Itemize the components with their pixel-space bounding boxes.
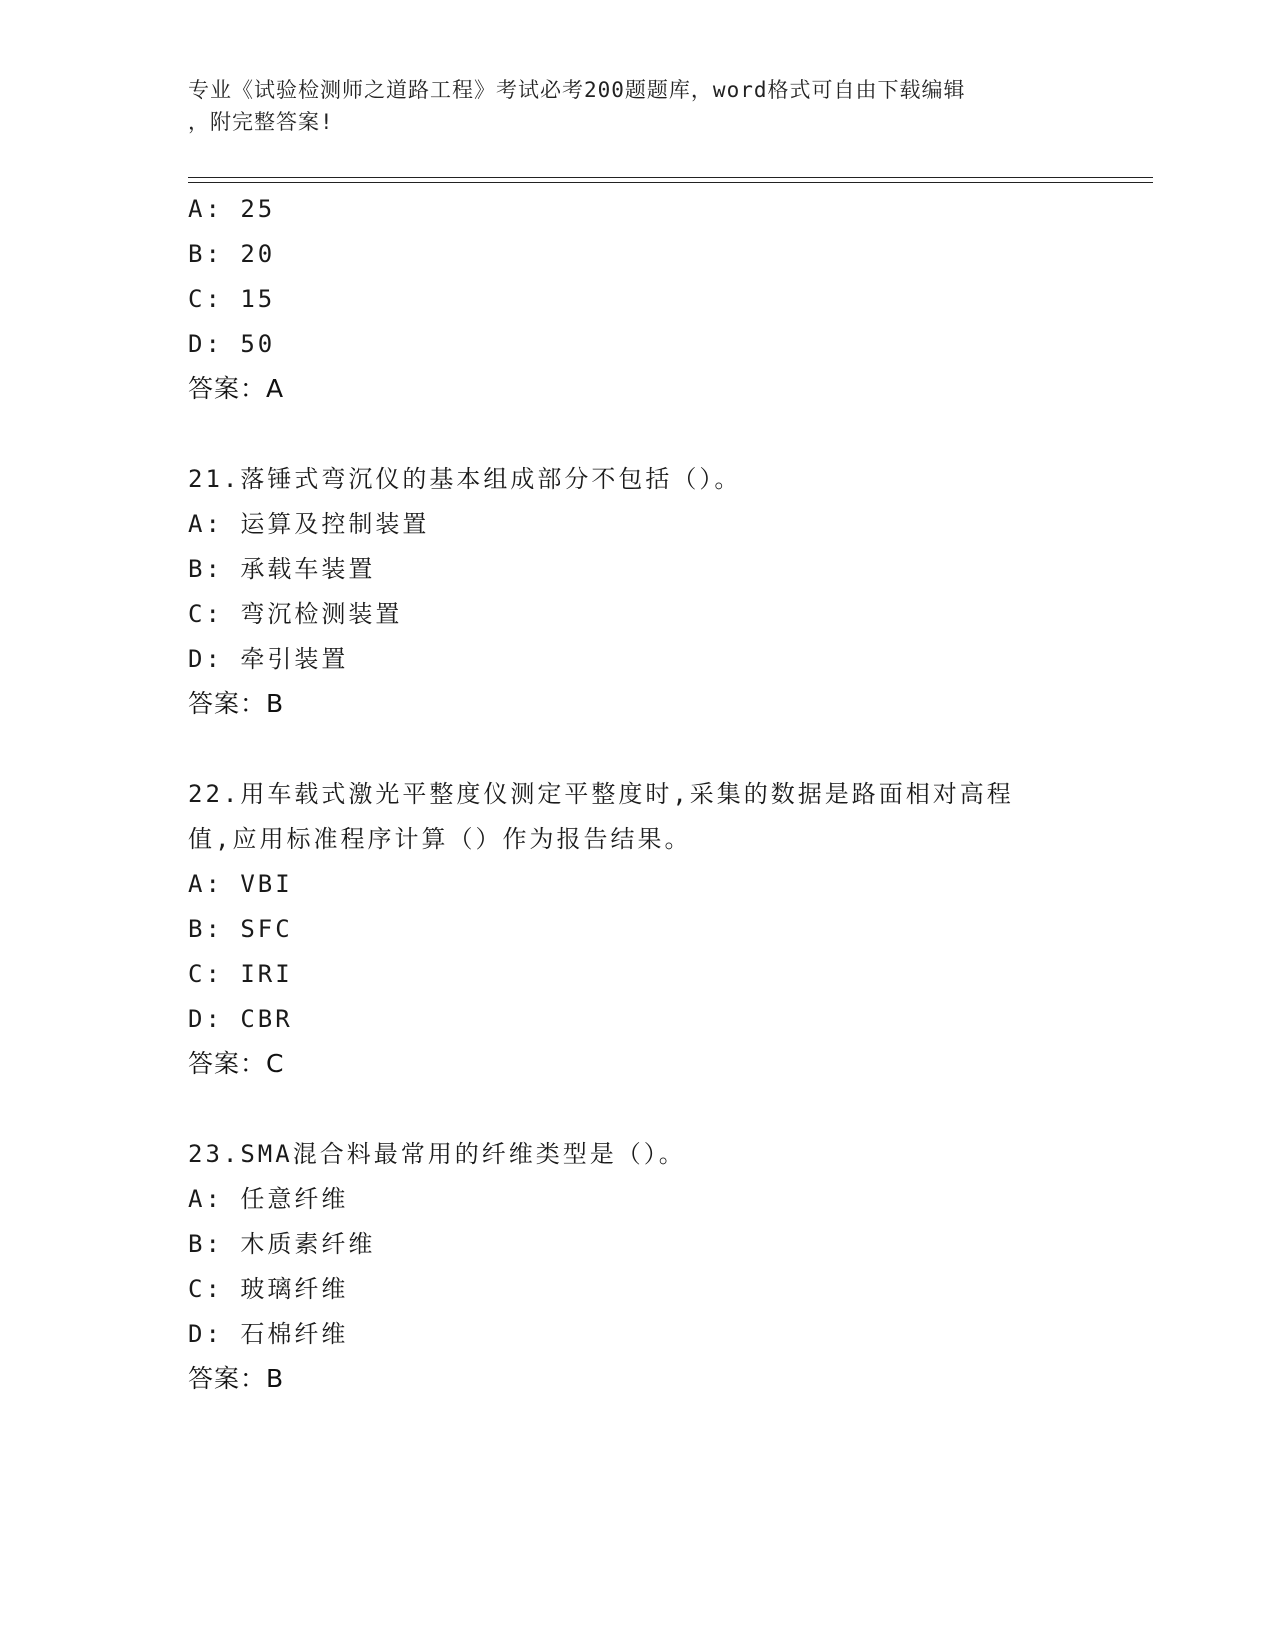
- option-b: B: 20: [188, 240, 276, 268]
- answer-label: 答案：B: [188, 1364, 285, 1393]
- option-c: C: IRI: [188, 960, 293, 988]
- option-a: A: 运算及控制装置: [188, 510, 430, 538]
- option-d: D: 牵引装置: [188, 645, 349, 673]
- option-b: B: SFC: [188, 915, 293, 943]
- document-header: [188, 74, 1068, 138]
- question-stem: 21.落锤式弯沉仪的基本组成部分不包括（）。: [188, 465, 742, 493]
- header-title-line1: 专业《试验检测师之道路工程》考试必考200题题库，word格式可自由下载编辑: [188, 78, 966, 102]
- option-c: C: 玻璃纤维: [188, 1275, 349, 1303]
- question-stem: 23.SMA混合料最常用的纤维类型是（）。: [188, 1140, 686, 1168]
- option-d: D: 50: [188, 330, 276, 358]
- question-stem-line1: 22.用车载式激光平整度仪测定平整度时,采集的数据是路面相对高程: [188, 780, 1014, 808]
- option-b: B: 木质素纤维: [188, 1230, 376, 1258]
- option-d: D: 石棉纤维: [188, 1320, 349, 1348]
- answer-label: 答案：A: [188, 374, 285, 403]
- option-a: A: 任意纤维: [188, 1185, 349, 1213]
- option-a: A: 25: [188, 195, 276, 223]
- answer-label: 答案：C: [188, 1049, 285, 1078]
- option-d: D: CBR: [188, 1005, 293, 1033]
- header-divider-bottom: [188, 182, 1153, 183]
- header-title-line2: ，附完整答案!: [188, 110, 334, 134]
- answer-label: 答案：B: [188, 689, 285, 718]
- option-a: A: VBI: [188, 870, 293, 898]
- header-divider-top: [188, 177, 1153, 178]
- option-c: C: 15: [188, 285, 276, 313]
- question-stem-line2: 值,应用标准程序计算（）作为报告结果。: [188, 825, 692, 853]
- option-b: B: 承载车装置: [188, 555, 376, 583]
- option-c: C: 弯沉检测装置: [188, 600, 403, 628]
